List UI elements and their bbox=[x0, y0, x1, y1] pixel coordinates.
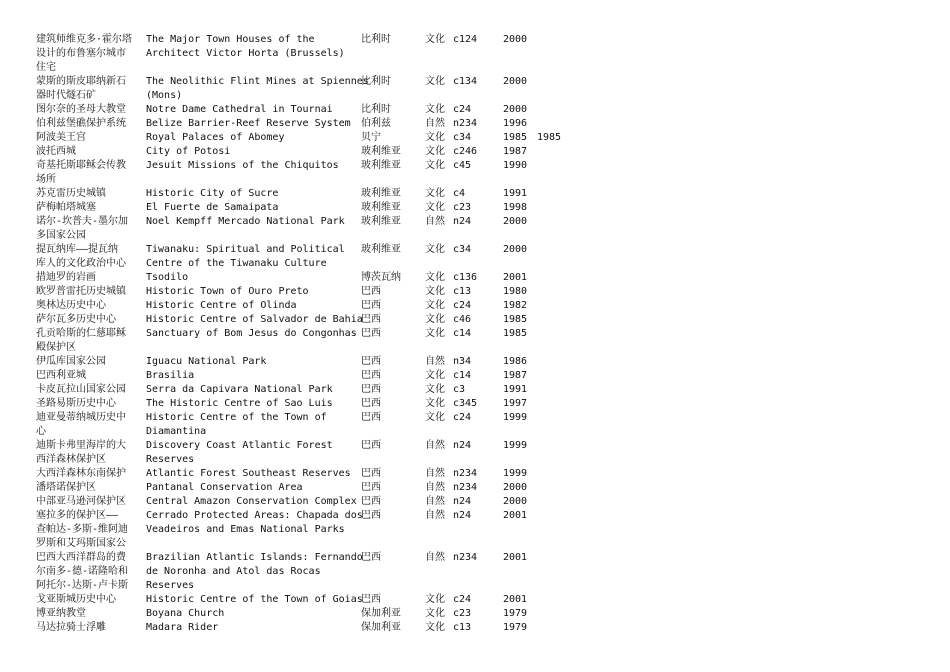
site-name-chinese: 器时代燧石矿 bbox=[36, 90, 96, 101]
country-cell: 巴西 bbox=[361, 412, 381, 423]
inscription-year-cell: 2000 bbox=[503, 496, 528, 507]
criteria-cell: c23 bbox=[453, 608, 472, 619]
heritage-type-cell: 文化 bbox=[425, 384, 445, 395]
site-name-chinese: 戈亚斯城历史中心 bbox=[36, 594, 116, 605]
criteria-cell: n34 bbox=[453, 356, 472, 367]
criteria-cell: c3 bbox=[453, 384, 466, 395]
inscription-year-cell: 1997 bbox=[503, 398, 528, 409]
criteria-cell: c14 bbox=[453, 328, 472, 339]
criteria-cell: c24 bbox=[453, 104, 472, 115]
site-name-chinese: 多国家公园 bbox=[36, 230, 86, 241]
inscription-year-cell: 1996 bbox=[503, 118, 528, 129]
table-row bbox=[0, 509, 950, 523]
inscription-year-cell: 1987 bbox=[503, 146, 528, 157]
site-name-english: City of Potosi bbox=[146, 146, 231, 157]
site-name-english: The Historic Centre of Sao Luis bbox=[146, 398, 333, 409]
site-name-english: Atlantic Forest Southeast Reserves bbox=[146, 468, 351, 479]
country-cell: 巴西 bbox=[361, 328, 381, 339]
inscription-year-cell: 1985 bbox=[503, 132, 528, 143]
site-name-english: Noel Kempff Mercado National Park bbox=[146, 216, 345, 227]
site-name-english: Historic City of Sucre bbox=[146, 188, 279, 199]
site-name-english: Cerrado Protected Areas: Chapada dos bbox=[146, 510, 363, 521]
criteria-cell: c4 bbox=[453, 188, 466, 199]
site-name-chinese: 尔南多-德-诺隆哈和 bbox=[36, 566, 129, 577]
site-name-english: Historic Centre of Salvador de Bahia bbox=[146, 314, 363, 325]
site-name-english: Reserves bbox=[146, 580, 195, 591]
table-row bbox=[0, 495, 950, 509]
country-cell: 比利时 bbox=[361, 34, 391, 45]
site-name-chinese: 阿波美王宫 bbox=[36, 132, 86, 143]
table-row-continuation bbox=[0, 425, 950, 439]
site-name-chinese: 潘塔诺保护区 bbox=[36, 482, 96, 493]
criteria-cell: c124 bbox=[453, 34, 478, 45]
table-row-continuation bbox=[0, 257, 950, 271]
heritage-type-cell: 文化 bbox=[425, 328, 445, 339]
table-row bbox=[0, 117, 950, 131]
table-row bbox=[0, 201, 950, 215]
site-name-chinese: 巴西利亚城 bbox=[36, 370, 86, 381]
site-name-chinese: 欧罗普雷托历史城镇 bbox=[36, 286, 126, 297]
site-name-chinese: 建筑师维克多·霍尔塔 bbox=[36, 34, 133, 45]
criteria-cell: c46 bbox=[453, 314, 472, 325]
country-cell: 玻利维亚 bbox=[361, 244, 401, 255]
heritage-type-cell: 文化 bbox=[425, 188, 445, 199]
table-row bbox=[0, 75, 950, 89]
country-cell: 巴西 bbox=[361, 314, 381, 325]
criteria-cell: c34 bbox=[453, 132, 472, 143]
heritage-type-cell: 文化 bbox=[425, 286, 445, 297]
criteria-cell: c13 bbox=[453, 622, 472, 633]
site-name-chinese: 阿托尔-达斯-卢卡斯 bbox=[36, 580, 129, 591]
site-name-english: Architect Victor Horta (Brussels) bbox=[146, 48, 345, 59]
site-name-english: Centre of the Tiwanaku Culture bbox=[146, 258, 327, 269]
country-cell: 比利时 bbox=[361, 104, 391, 115]
table-row-continuation bbox=[0, 61, 950, 75]
heritage-type-cell: 文化 bbox=[425, 34, 445, 45]
inscription-year-cell: 1990 bbox=[503, 160, 528, 171]
inscription-year-cell: 1991 bbox=[503, 384, 528, 395]
table-row bbox=[0, 397, 950, 411]
country-cell: 玻利维亚 bbox=[361, 160, 401, 171]
site-name-english: Pantanal Conservation Area bbox=[146, 482, 303, 493]
table-row bbox=[0, 299, 950, 313]
table-row bbox=[0, 103, 950, 117]
site-name-chinese: 场所 bbox=[36, 174, 56, 185]
heritage-type-cell: 文化 bbox=[425, 272, 445, 283]
site-name-chinese: 奥林达历史中心 bbox=[36, 300, 106, 311]
heritage-type-cell: 文化 bbox=[425, 398, 445, 409]
site-name-english: Royal Palaces of Abomey bbox=[146, 132, 285, 143]
heritage-type-cell: 自然 bbox=[425, 552, 445, 563]
site-name-english: Historic Centre of the Town of bbox=[146, 412, 327, 423]
site-name-chinese: 巴西大西洋群岛的费 bbox=[36, 552, 126, 563]
criteria-cell: c45 bbox=[453, 160, 472, 171]
country-cell: 玻利维亚 bbox=[361, 216, 401, 227]
site-name-chinese: 波托西城 bbox=[36, 146, 76, 157]
country-cell: 巴西 bbox=[361, 496, 381, 507]
country-cell: 巴西 bbox=[361, 384, 381, 395]
inscription-year-cell: 1991 bbox=[503, 188, 528, 199]
criteria-cell: n234 bbox=[453, 482, 478, 493]
site-name-chinese: 库人的文化政治中心 bbox=[36, 258, 126, 269]
inscription-year-cell: 1999 bbox=[503, 440, 528, 451]
country-cell: 巴西 bbox=[361, 468, 381, 479]
table-row bbox=[0, 187, 950, 201]
criteria-cell: c246 bbox=[453, 146, 478, 157]
inscription-year-cell: 1980 bbox=[503, 286, 528, 297]
heritage-type-cell: 自然 bbox=[425, 440, 445, 451]
heritage-type-cell: 文化 bbox=[425, 132, 445, 143]
country-cell: 巴西 bbox=[361, 440, 381, 451]
criteria-cell: c34 bbox=[453, 244, 472, 255]
table-row-continuation bbox=[0, 173, 950, 187]
inscription-year-cell: 2000 bbox=[503, 216, 528, 227]
site-name-english: El Fuerte de Samaipata bbox=[146, 202, 279, 213]
country-cell: 博茨瓦纳 bbox=[361, 272, 401, 283]
table-row bbox=[0, 411, 950, 425]
country-cell: 比利时 bbox=[361, 76, 391, 87]
site-name-chinese: 圣路易斯历史中心 bbox=[36, 398, 116, 409]
inscription-year-cell: 2000 bbox=[503, 482, 528, 493]
criteria-cell: c24 bbox=[453, 300, 472, 311]
heritage-type-cell: 文化 bbox=[425, 412, 445, 423]
inscription-year-cell: 2001 bbox=[503, 510, 528, 521]
heritage-type-cell: 文化 bbox=[425, 594, 445, 605]
heritage-type-cell: 文化 bbox=[425, 244, 445, 255]
heritage-type-cell: 自然 bbox=[425, 356, 445, 367]
site-name-chinese: 提瓦纳库——提瓦纳 bbox=[36, 244, 119, 255]
table-row bbox=[0, 593, 950, 607]
table-row bbox=[0, 33, 950, 47]
heritage-type-cell: 文化 bbox=[425, 608, 445, 619]
country-cell: 巴西 bbox=[361, 356, 381, 367]
inscription-year-cell: 1979 bbox=[503, 622, 528, 633]
site-name-chinese: 住宅 bbox=[36, 62, 56, 73]
inscription-year-cell: 2001 bbox=[503, 552, 528, 563]
criteria-cell: n234 bbox=[453, 552, 478, 563]
site-name-chinese: 萨梅帕塔城塞 bbox=[36, 202, 96, 213]
table-row bbox=[0, 145, 950, 159]
criteria-cell: n24 bbox=[453, 440, 472, 451]
criteria-cell: n24 bbox=[453, 216, 472, 227]
table-row-continuation bbox=[0, 229, 950, 243]
heritage-type-cell: 文化 bbox=[425, 104, 445, 115]
site-name-english: Diamantina bbox=[146, 426, 207, 437]
site-name-chinese: 大西洋森林东南保护 bbox=[36, 468, 126, 479]
site-name-chinese: 孔贡哈斯的仁慈耶稣 bbox=[36, 328, 126, 339]
site-name-chinese: 马达拉骑士浮雕 bbox=[36, 622, 106, 633]
table-row bbox=[0, 369, 950, 383]
country-cell: 巴西 bbox=[361, 398, 381, 409]
site-name-english: Brasilia bbox=[146, 370, 195, 381]
heritage-type-cell: 自然 bbox=[425, 468, 445, 479]
site-name-chinese: 卡皮瓦拉山国家公园 bbox=[36, 384, 126, 395]
inscription-year-cell: 2000 bbox=[503, 76, 528, 87]
inscription-year-cell: 1998 bbox=[503, 202, 528, 213]
criteria-cell: c24 bbox=[453, 594, 472, 605]
criteria-cell: c24 bbox=[453, 412, 472, 423]
heritage-type-cell: 自然 bbox=[425, 482, 445, 493]
country-cell: 巴西 bbox=[361, 300, 381, 311]
heritage-type-cell: 文化 bbox=[425, 160, 445, 171]
heritage-type-cell: 文化 bbox=[425, 76, 445, 87]
country-cell: 巴西 bbox=[361, 482, 381, 493]
country-cell: 巴西 bbox=[361, 286, 381, 297]
inscription-year-cell: 1985 bbox=[503, 328, 528, 339]
site-name-chinese: 罗斯和艾玛斯国家公 bbox=[36, 538, 126, 549]
site-name-english: Brazilian Atlantic Islands: Fernando bbox=[146, 552, 363, 563]
heritage-type-cell: 自然 bbox=[425, 496, 445, 507]
site-name-chinese: 西洋森林保护区 bbox=[36, 454, 106, 465]
site-name-english: The Major Town Houses of the bbox=[146, 34, 315, 45]
country-cell: 巴西 bbox=[361, 552, 381, 563]
site-name-chinese: 伯利兹堡礁保护系统 bbox=[36, 118, 126, 129]
country-cell: 贝宁 bbox=[361, 132, 381, 143]
table-row-continuation bbox=[0, 453, 950, 467]
inscription-year-cell: 1985 bbox=[503, 314, 528, 325]
site-name-chinese: 奇基托斯耶稣会传教 bbox=[36, 160, 126, 171]
heritage-type-cell: 自然 bbox=[425, 118, 445, 129]
table-row-continuation bbox=[0, 579, 950, 593]
heritage-type-cell: 自然 bbox=[425, 510, 445, 521]
site-name-english: de Noronha and Atol das Rocas bbox=[146, 566, 321, 577]
country-cell: 玻利维亚 bbox=[361, 188, 401, 199]
site-name-chinese: 塞拉多的保护区—— bbox=[36, 510, 119, 521]
heritage-type-cell: 文化 bbox=[425, 146, 445, 157]
site-name-english: Notre Dame Cathedral in Tournai bbox=[146, 104, 333, 115]
table-row bbox=[0, 243, 950, 257]
table-row-continuation bbox=[0, 47, 950, 61]
table-row-continuation bbox=[0, 565, 950, 579]
table-row bbox=[0, 215, 950, 229]
table-row-continuation bbox=[0, 523, 950, 537]
site-name-english: Sanctuary of Bom Jesus do Congonhas bbox=[146, 328, 357, 339]
criteria-cell: n234 bbox=[453, 468, 478, 479]
site-name-english: The Neolithic Flint Mines at Spiennes bbox=[146, 76, 369, 87]
site-name-english: Iguacu National Park bbox=[146, 356, 267, 367]
table-row bbox=[0, 607, 950, 621]
inscription-year-cell: 2000 bbox=[503, 34, 528, 45]
site-name-english: Serra da Capivara National Park bbox=[146, 384, 333, 395]
site-name-chinese: 萨尔瓦多历史中心 bbox=[36, 314, 116, 325]
inscription-year-cell: 2000 bbox=[503, 244, 528, 255]
table-row bbox=[0, 313, 950, 327]
site-name-chinese: 迪亚曼蒂纳城历史中 bbox=[36, 412, 126, 423]
criteria-cell: n24 bbox=[453, 496, 472, 507]
table-row bbox=[0, 159, 950, 173]
heritage-type-cell: 自然 bbox=[425, 216, 445, 227]
heritage-type-cell: 文化 bbox=[425, 300, 445, 311]
site-name-chinese: 心 bbox=[36, 426, 46, 437]
site-name-chinese: 苏克雷历史城镇 bbox=[36, 188, 106, 199]
site-name-english: Boyana Church bbox=[146, 608, 225, 619]
site-name-english: Veadeiros and Emas National Parks bbox=[146, 524, 345, 535]
site-name-chinese: 中部亚马逊河保护区 bbox=[36, 496, 126, 507]
country-cell: 玻利维亚 bbox=[361, 146, 401, 157]
table-row-continuation bbox=[0, 537, 950, 551]
criteria-cell: c345 bbox=[453, 398, 478, 409]
site-name-english: Discovery Coast Atlantic Forest bbox=[146, 440, 333, 451]
site-name-chinese: 博亚纳教堂 bbox=[36, 608, 86, 619]
table-row bbox=[0, 327, 950, 341]
site-name-english: Jesuit Missions of the Chiquitos bbox=[146, 160, 339, 171]
heritage-type-cell: 文化 bbox=[425, 622, 445, 633]
site-name-chinese: 迪斯卡弗里海岸的大 bbox=[36, 440, 126, 451]
country-cell: 巴西 bbox=[361, 370, 381, 381]
site-name-english: Tsodilo bbox=[146, 272, 189, 283]
inscription-year-cell: 1999 bbox=[503, 468, 528, 479]
site-name-english: Historic Town of Ouro Preto bbox=[146, 286, 309, 297]
heritage-type-cell: 文化 bbox=[425, 314, 445, 325]
criteria-cell: n24 bbox=[453, 510, 472, 521]
country-cell: 巴西 bbox=[361, 510, 381, 521]
site-name-chinese: 图尔奈的圣母大教堂 bbox=[36, 104, 126, 115]
site-name-english: Historic Centre of the Town of Goias bbox=[146, 594, 363, 605]
heritage-type-cell: 文化 bbox=[425, 370, 445, 381]
site-name-chinese: 蒙斯的斯皮耶纳新石 bbox=[36, 76, 126, 87]
criteria-cell: c23 bbox=[453, 202, 472, 213]
table-row bbox=[0, 467, 950, 481]
criteria-cell: c13 bbox=[453, 286, 472, 297]
inscription-year-cell: 1982 bbox=[503, 300, 528, 311]
site-name-english: Central Amazon Conservation Complex bbox=[146, 496, 357, 507]
country-cell: 保加利亚 bbox=[361, 608, 401, 619]
extra-year-cell: 1985 bbox=[537, 132, 562, 143]
table-row bbox=[0, 481, 950, 495]
criteria-cell: c14 bbox=[453, 370, 472, 381]
site-name-chinese: 查帕达-多斯-维阿迪 bbox=[36, 524, 129, 535]
site-name-english: Historic Centre of Olinda bbox=[146, 300, 297, 311]
country-cell: 保加利亚 bbox=[361, 622, 401, 633]
inscription-year-cell: 1987 bbox=[503, 370, 528, 381]
inscription-year-cell: 2001 bbox=[503, 594, 528, 605]
heritage-type-cell: 文化 bbox=[425, 202, 445, 213]
table-row bbox=[0, 439, 950, 453]
table-row bbox=[0, 621, 950, 635]
site-name-english: (Mons) bbox=[146, 90, 183, 101]
site-name-english: Belize Barrier-Reef Reserve System bbox=[146, 118, 351, 129]
country-cell: 巴西 bbox=[361, 594, 381, 605]
country-cell: 玻利维亚 bbox=[361, 202, 401, 213]
criteria-cell: c136 bbox=[453, 272, 478, 283]
table-row bbox=[0, 355, 950, 369]
site-name-english: Tiwanaku: Spiritual and Political bbox=[146, 244, 345, 255]
inscription-year-cell: 2001 bbox=[503, 272, 528, 283]
inscription-year-cell: 1999 bbox=[503, 412, 528, 423]
site-name-chinese: 殿保护区 bbox=[36, 342, 76, 353]
criteria-cell: c134 bbox=[453, 76, 478, 87]
criteria-cell: n234 bbox=[453, 118, 478, 129]
site-name-chinese: 设计的布鲁塞尔城市 bbox=[36, 48, 126, 59]
site-name-chinese: 伊瓜库国家公园 bbox=[36, 356, 106, 367]
site-name-chinese: 诺尔-坎普夫-墨尔加 bbox=[36, 216, 129, 227]
inscription-year-cell: 1979 bbox=[503, 608, 528, 619]
site-name-english: Madara Rider bbox=[146, 622, 219, 633]
country-cell: 伯利兹 bbox=[361, 118, 391, 129]
table-row-continuation bbox=[0, 341, 950, 355]
inscription-year-cell: 2000 bbox=[503, 104, 528, 115]
table-row bbox=[0, 551, 950, 565]
table-row bbox=[0, 285, 950, 299]
table-row-continuation bbox=[0, 89, 950, 103]
site-name-chinese: 措迪罗的岩画 bbox=[36, 272, 96, 283]
inscription-year-cell: 1986 bbox=[503, 356, 528, 367]
table-row bbox=[0, 131, 950, 145]
table-row bbox=[0, 383, 950, 397]
site-name-english: Reserves bbox=[146, 454, 195, 465]
table-row bbox=[0, 271, 950, 285]
